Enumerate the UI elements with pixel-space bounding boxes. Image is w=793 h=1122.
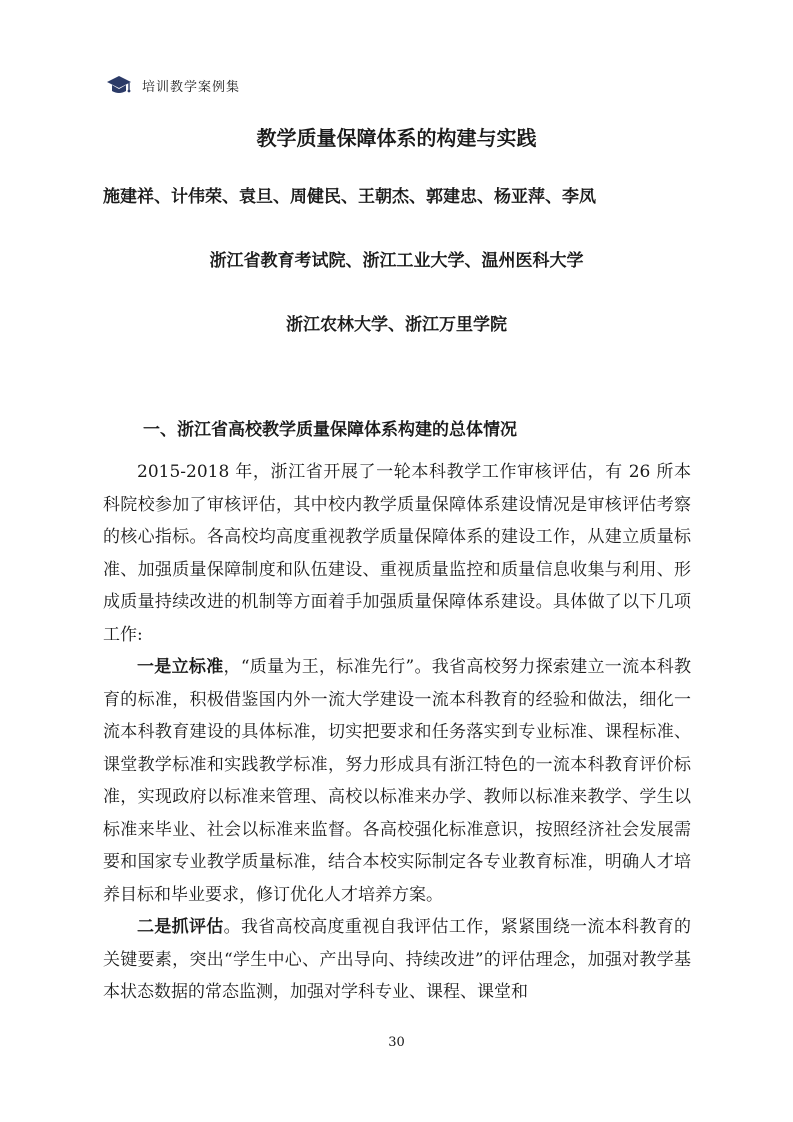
paragraph-text: 。我省高校高度重视自我评估工作，紧紧围绕一流本科教育的关键要素，突出“学生中心、产出导向、持续改进”的评估理念，加强对教学基本状态数据的常态监测，加强对学科专业、课程、课堂和 <box>103 917 692 1002</box>
article-body <box>103 456 691 1009</box>
paragraph <box>103 456 691 651</box>
paragraph-lead: 一是立标准 <box>137 657 224 677</box>
paragraph <box>103 911 691 1009</box>
author-list: 施建祥、计伟荣、袁旦、周健民、王朝杰、郭建忠、杨亚萍、李凤 <box>103 187 596 207</box>
header-title: 培训教学案例集 <box>142 79 241 95</box>
section-heading: 一、浙江省高校教学质量保障体系构建的总体情况 <box>143 420 517 440</box>
article-title: 教学质量保障体系的构建与实践 <box>256 126 537 150</box>
paragraph-lead: 二是抓评估 <box>137 917 224 937</box>
running-header <box>106 72 240 98</box>
paragraph-text: 2015-2018 年，浙江省开展了一轮本科教学工作审核评估，有 26 所本科院校参加了审核评估，其中校内教学质量保障体系建设情况是审核评估考察的核心指标。各高校均高度重视教学质量保障体系的建设工作，从建立质量标准、加强质量保障制度和队伍建设、重视质量监控和质量信息收集与利用、形成质量持续改进的机制等方面着手加强质量保障体系建设。具体做了以下几项工作: <box>103 462 691 645</box>
page-number: 30 <box>388 1035 405 1050</box>
affiliation-line: 浙江省教育考试院、浙江工业大学、温州医科大学 <box>209 251 584 271</box>
graduation-cap-icon <box>106 74 132 96</box>
affiliation-line: 浙江农林大学、浙江万里学院 <box>286 315 507 335</box>
paragraph <box>103 651 691 911</box>
paragraph-text: ，“质量为王，标准先行”。我省高校努力探索建立一流本科教育的标准，积极借鉴国内外一流大学建设一流本科教育的经验和做法，细化一流本科教育建设的具体标准，切实把要求和任务落实到专业标准、课程标准、课堂教学标准和实践教学标准，努力形成具有浙江特色的一流本科教育评价标准，实现政府以标准来管理、高校以标准来办学、教师以标准来教学、学生以标准来毕业、社会以标准来监督。各高校强化标准意识，按照经济社会发展需要和国家专业教学质量标准，结合本校实际制定各专业教育标准，明确人才培养目标和毕业要求，修订优化人才培养方案。 <box>103 657 692 905</box>
